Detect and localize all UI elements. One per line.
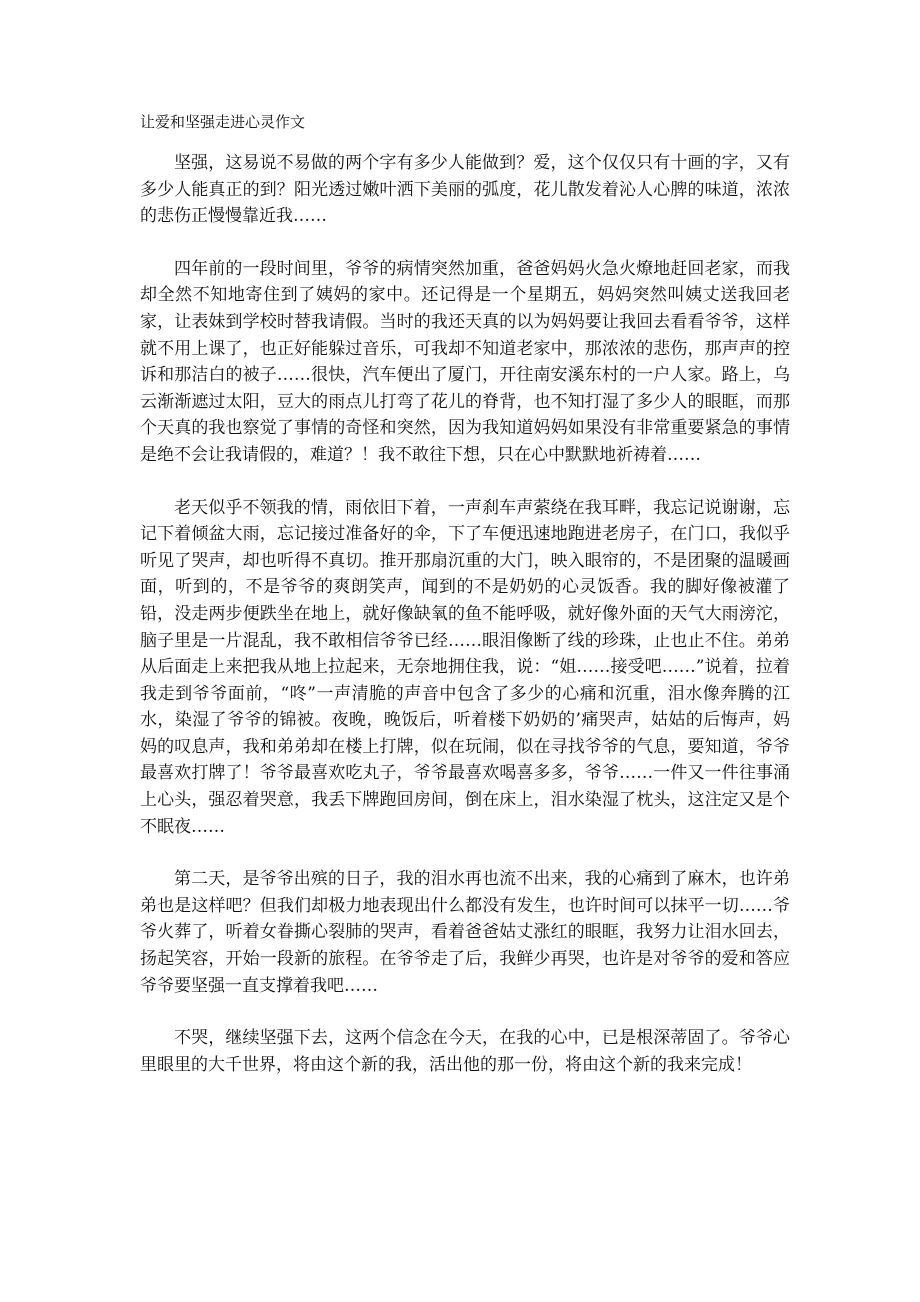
paragraph-2: 四年前的一段时间里，爷爷的病情突然加重，爸爸妈妈火急火燎地赶回老家，而我却全然不知地寄住到了姨妈的家中。还记得是一个星期五，妈妈突然叫姨丈送我回老家，让表妹到学校时替我请假。当时的我还天真的以为妈妈要让我回去看看爷爷，这样就不用上课了，也正好能躲过音乐，可我却不知道老家中，那浓浓的悲伤，那声声的控诉和那洁白的被子……很快，汽车便出了厦门，开往南安溪东村的一户人家。路上，乌云渐渐遮过太阳，豆大的雨点儿打弯了花儿的脊背，也不知打湿了多少人的眼眶，而那个天真的我也察觉了事情的奇怪和突然，因为我知道妈妈如果没有非常重要紧急的事情是绝不会让我请假的，难道？！我不敢往下想，只在心中默默地祈祷着…… — [140, 258, 790, 465]
paragraph-4: 第二天，是爷爷出殡的日子，我的泪水再也流不出来，我的心痛到了麻木，也许弟弟也是这样吧？但我们却极力地表现出什么都没有发生，也许时间可以抹平一切……爷爷火葬了，听着女眷撕心裂肺的哭声，看着爸爸姑丈涨红的眼眶，我努力让泪水回去，扬起笑容，开始一段新的旅程。在爷爷走了后，我鲜少再哭，也许是对爷爷的爱和答应爷爷要坚强一直支撑着我吧…… — [140, 869, 790, 996]
paragraph-3: 老天似乎不领我的情，雨依旧下着，一声刹车声萦绕在我耳畔，我忘记说谢谢，忘记下着倾盆大雨，忘记接过准备好的伞，下了车便迅速地跑进老房子，在门口，我似乎听见了哭声，却也听得不真切。推开那扇沉重的大门，映入眼帘的，不是团聚的温暖画面，听到的，不是爷爷的爽朗笑声，闻到的不是奶奶的心灵饭香。我的脚好像被灌了铅，没走两步便跌坐在地上，就好像缺氧的鱼不能呼吸，就好像外面的天气大雨滂沱，脑子里是一片混乱，我不敢相信爷爷已经……眼泪像断了线的珍珠，止也止不住。弟弟从后面走上来把我从地上拉起来，无奈地拥住我，说：“姐……接受吧……”说着，拉着我走到爷爷面前，“咚”一声清脆的声音中包含了多少的心痛和沉重，泪水像奔腾的江水，染湿了爷爷的锦被。夜晚，晚饭后，听着楼下奶奶的’痛哭声，姑姑的后悔声，妈妈的叹息声，我和弟弟却在楼上打牌，似在玩闹，似在寻找爷爷的气息，要知道，爷爷最喜欢打牌了！爷爷最喜欢吃丸子，爷爷最喜欢喝喜多多，爷爷……一件又一件往事涌上心头，强忍着哭意，我丢下牌跑回房间，倒在床上，泪水染湿了枕头，这注定又是个不眠夜…… — [140, 497, 790, 837]
document-title: 让爱和坚强走进心灵作文 — [140, 113, 306, 131]
paragraph-1: 坚强，这易说不易做的两个字有多少人能做到？爱，这个仅仅只有十画的字，又有多少人能真正的到？阳光透过嫩叶洒下美丽的弧度，花儿散发着沁人心脾的味道，浓浓的悲伤正慢慢靠近我…… — [140, 153, 790, 227]
paragraph-5: 不哭，继续坚强下去，这两个信念在今天，在我的心中，已是根深蒂固了。爷爷心里眼里的大千世界，将由这个新的我，活出他的那一份，将由这个新的我来完成！ — [140, 1028, 790, 1075]
document-page — [140, 110, 790, 1104]
